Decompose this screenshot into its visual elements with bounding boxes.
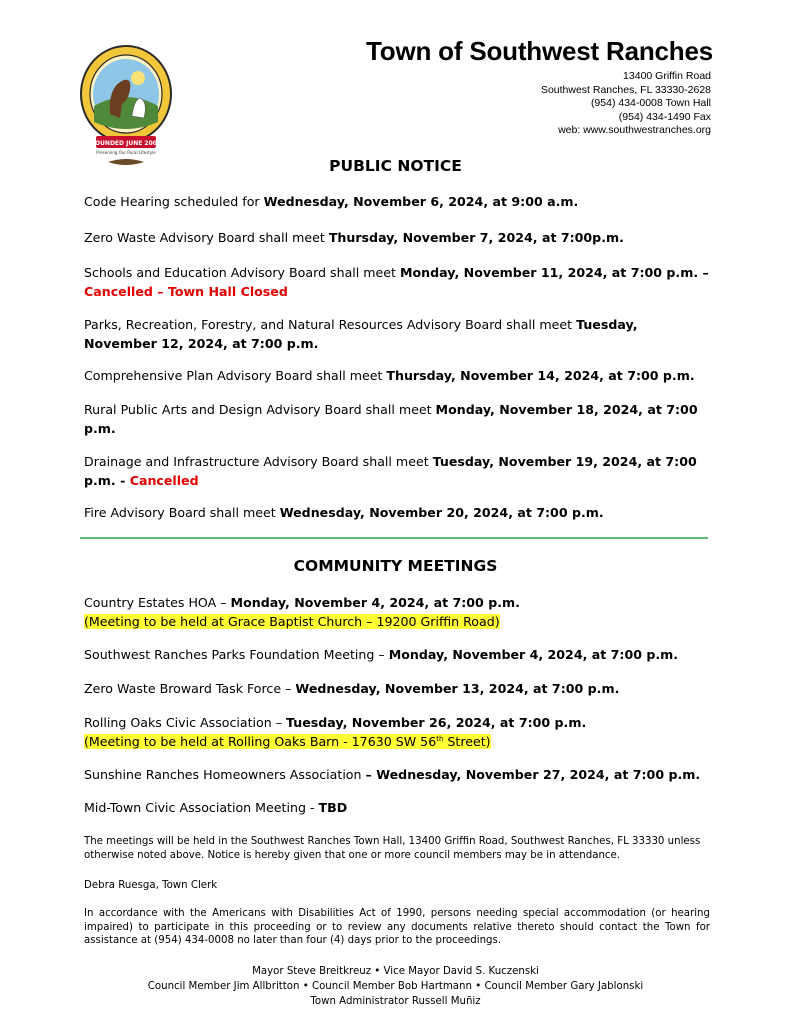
svg-text:FOUNDED JUNE 2000: FOUNDED JUNE 2000 [90, 140, 162, 147]
meeting-item: Southwest Ranches Parks Foundation Meeting – Monday, November 4, 2024, at 7:00 p.m. [84, 647, 679, 662]
town-seal-logo [78, 44, 174, 168]
footer-council-line: Council Member Jim Allbritton • Council Member Bob Hartmann • Council Member Gary Jablonski [147, 981, 644, 992]
contact-block [541, 70, 711, 138]
notice-item: Zero Waste Advisory Board shall meet Thursday, November 7, 2024, at 7:00p.m. [84, 230, 624, 245]
section-divider [80, 537, 708, 539]
public-notice-heading: PUBLIC NOTICE [329, 157, 462, 175]
town-title: Town of Southwest Ranches [366, 36, 713, 66]
meeting-item: Mid-Town Civic Association Meeting - TBD [84, 800, 348, 815]
location-notice: The meetings will be held in the Southwest Ranches Town Hall, 13400 Griffin Road, Southwest Ranches, FL 33330 unless otherwise noted above. Notice is hereby given that one or more council members may be in attendance. [84, 836, 701, 861]
notice-item: Drainage and Infrastructure Advisory Board shall meet Tuesday, November 19, 2024, at 7:00 p.m. - Cancelled [84, 454, 697, 488]
meeting-item: Country Estates HOA – Monday, November 4, 2024, at 7:00 p.m. (Meeting to be held at Grace Baptist Church – 19200 Griffin Road) [84, 595, 520, 629]
footer-mayor-line: Mayor Steve Breitkreuz • Vice Mayor David S. Kuczenski [252, 966, 539, 977]
footer-officials [0, 964, 791, 1009]
fax-line: (954) 434-1490 Fax [618, 110, 711, 123]
address-line: 13400 Griffin Road [623, 70, 711, 82]
location-note: (Meeting to be held at Grace Baptist Church – 19200 Griffin Road) [84, 614, 500, 629]
clerk-signature: Debra Ruesga, Town Clerk [84, 880, 218, 891]
cancelled-label: Cancelled – Town Hall Closed [84, 284, 288, 299]
footer-administrator-line: Town Administrator Russell Muñiz [310, 996, 481, 1007]
svg-text:Preserving Our Rural Lifestyle: Preserving Our Rural Lifestyle [96, 150, 156, 155]
meeting-item: Sunshine Ranches Homeowners Association – Wednesday, November 27, 2024, at 7:00 p.m. [84, 767, 701, 782]
notice-item: Fire Advisory Board shall meet Wednesday, November 20, 2024, at 7:00 p.m. [84, 505, 604, 520]
cancelled-label: Cancelled [129, 473, 199, 488]
meeting-item: Zero Waste Broward Task Force – Wednesday, November 13, 2024, at 7:00 p.m. [84, 681, 620, 696]
phone-line: (954) 434-0008 Town Hall [590, 97, 711, 110]
notice-item: Parks, Recreation, Forestry, and Natural Resources Advisory Board shall meet Tuesday, November 12, 2024, at 7:00 p.m. [84, 317, 638, 351]
notice-item: Rural Public Arts and Design Advisory Board shall meet Monday, November 18, 2024, at 7:00 p.m. [84, 402, 698, 436]
website-line: web: www.southwestranches.org [558, 124, 711, 137]
location-note: (Meeting to be held at Rolling Oaks Barn - 17630 SW 56th Street) [84, 734, 491, 749]
address-line: Southwest Ranches, FL 33330-2628 [540, 83, 711, 96]
notice-item: Schools and Education Advisory Board shall meet Monday, November 11, 2024, at 7:00 p.m. – Cancelled – Town Hall Closed [84, 265, 709, 299]
notice-item: Comprehensive Plan Advisory Board shall meet Thursday, November 14, 2024, at 7:00 p.m. [84, 368, 695, 383]
community-meetings-heading: COMMUNITY MEETINGS [293, 557, 498, 575]
meeting-item: Rolling Oaks Civic Association – Tuesday, November 26, 2024, at 7:00 p.m. (Meeting to be held at Rolling Oaks Barn - 17630 SW 56th Street) [84, 715, 587, 749]
ada-notice: In accordance with the Americans with Disabilities Act of 1990, persons needing special accommodation (or hearing impaired) to participate in this proceeding or to review any documents relative thereto should contact the Town for assistance at (954) 434-0008 no later than four (4) days prior to the proceedings. [84, 908, 710, 947]
notice-item: Code Hearing scheduled for Wednesday, November 6, 2024, at 9:00 a.m. [84, 194, 579, 209]
